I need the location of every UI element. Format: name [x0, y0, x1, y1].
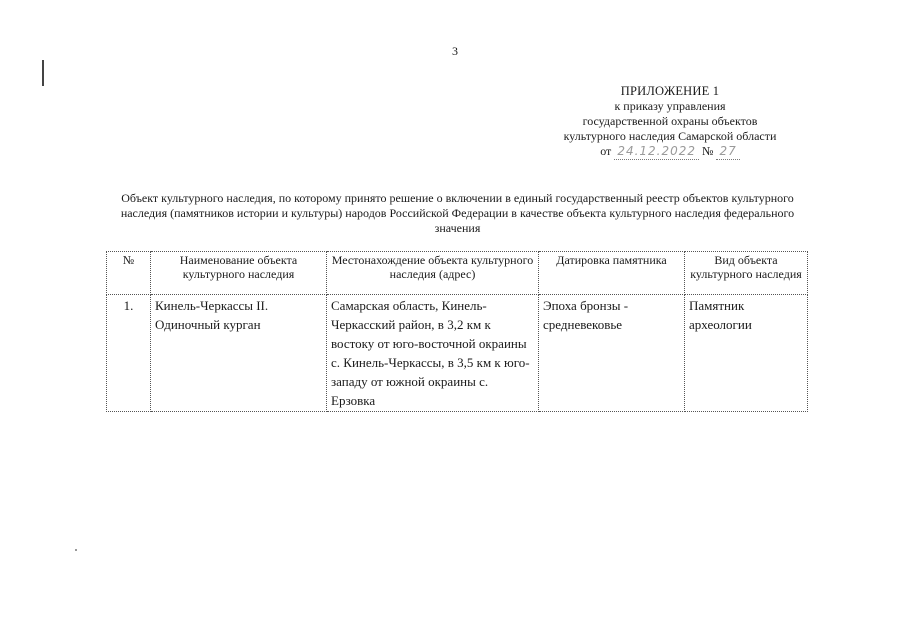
scan-speck [75, 549, 77, 551]
table-row [107, 295, 808, 412]
heritage-table [106, 251, 808, 412]
cell-dating: Эпоха бронзы - средневековье [539, 295, 685, 412]
appendix-date-line [600, 144, 740, 160]
appendix-line: культурного наследия Самарской области [563, 129, 777, 143]
header-number: № [107, 252, 151, 295]
appendix-line: к приказу управления [614, 99, 726, 113]
cell-name: Кинель-Черкассы II. Одиночный курган [151, 295, 327, 412]
handwritten-number: 27 [716, 144, 739, 160]
header-dating: Датировка памятника [539, 252, 685, 295]
appendix-title: ПРИЛОЖЕНИЕ 1 [620, 84, 720, 98]
cell-location: Самарская область, Кинель-Черкасский район, в 3,2 км к востоку от юго-восточной окраины с. Кинель-Черкассы, в 3,5 км к юго-западу от южной окраины с. Ерзовка [327, 295, 539, 412]
table-header-row [107, 252, 808, 295]
cell-type: Памятник археологии [685, 295, 808, 412]
appendix-block [520, 84, 820, 160]
appendix-line: государственной охраны объектов [582, 114, 758, 128]
document-heading: Объект культурного наследия, по которому принято решение о включении в единый государственный реестр объектов культурного наследия (памятников истории и культуры) народов Российской Федерации в качестве объекта культурного наследия федерального значения [120, 191, 795, 235]
number-prefix: № [702, 144, 714, 158]
header-type: Вид объекта культурного наследия [685, 252, 808, 295]
handwritten-date: 24.12.2022 [614, 144, 699, 160]
page-number: 3 [452, 44, 458, 58]
margin-mark [42, 60, 44, 86]
header-location: Местонахождение объекта культурного наследия (адрес) [327, 252, 539, 295]
date-prefix: от [600, 144, 612, 158]
header-name: Наименование объекта культурного наследия [151, 252, 327, 295]
cell-number: 1. [107, 295, 151, 412]
